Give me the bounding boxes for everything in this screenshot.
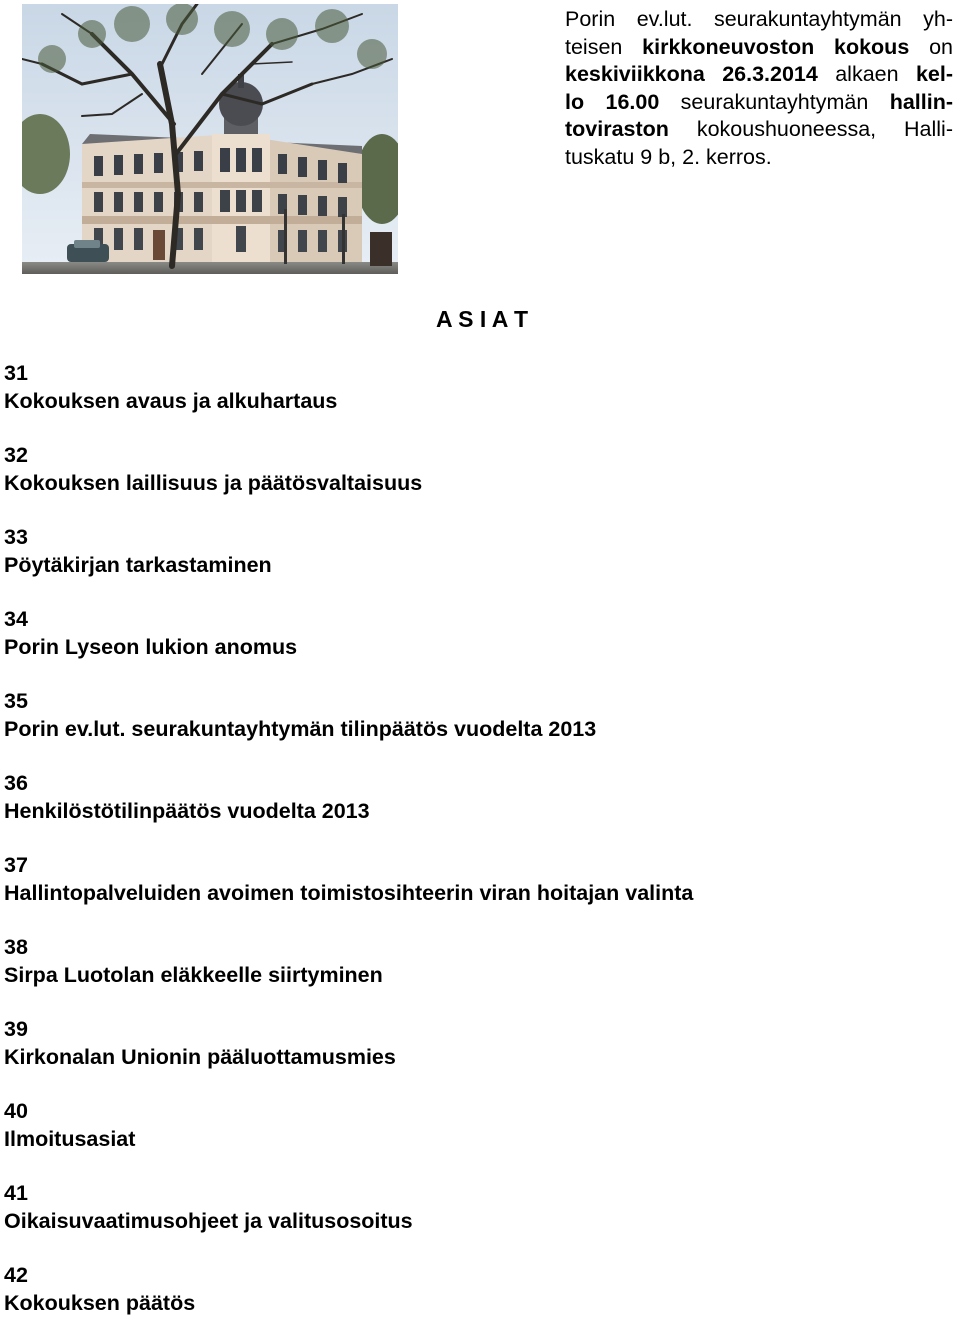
- agenda-item-number: 40: [4, 1099, 28, 1123]
- agenda-item-title: Oikaisuvaatimusohjeet ja valitusosoitus: [4, 1208, 413, 1233]
- agenda-item: [4, 1180, 693, 1262]
- agenda-item: [4, 770, 693, 852]
- notice-text-bold: hallin-: [889, 89, 953, 114]
- notice-line: [565, 144, 953, 172]
- agenda-item-title: Pöytäkirjan tarkastaminen: [4, 552, 272, 577]
- agenda-item: [4, 524, 693, 606]
- notice-text-bold: kel-: [915, 62, 953, 86]
- agenda-item: [4, 1098, 693, 1180]
- notice-line: [565, 6, 953, 34]
- agenda-item-title: Sirpa Luotolan eläkkeelle siirtyminen: [4, 962, 383, 987]
- agenda-item-number: 41: [4, 1181, 28, 1205]
- agenda-item-number: 33: [4, 525, 28, 549]
- agenda-item: [4, 688, 693, 770]
- notice-text-bold: toviraston: [565, 117, 669, 141]
- agenda-item-title: Kirkonalan Unionin pääluottamusmies: [4, 1044, 396, 1069]
- notice-text-bold: keskiviikkona 26.3.2014: [565, 62, 818, 86]
- agenda-item-title: Porin ev.lut. seurakuntayhtymän tilinpäätös vuodelta 2013: [4, 716, 597, 741]
- building-photo: [22, 4, 398, 274]
- notice-text-bold: lo 16.00: [565, 89, 660, 114]
- agenda-item-number: 32: [4, 443, 28, 467]
- agenda-item-number: 39: [4, 1017, 28, 1041]
- notice-text: on: [909, 34, 953, 59]
- agenda-item-title: Hallintopalveluiden avoimen toimistosihteerin viran hoitajan valinta: [4, 880, 694, 905]
- agenda-item-number: 35: [4, 689, 28, 713]
- agenda-item: [4, 1016, 693, 1098]
- notice-text: tuskatu 9 b, 2. kerros.: [565, 144, 772, 169]
- notice-text-bold: kirkkoneuvoston kokous: [642, 34, 910, 59]
- agenda-item-number: 42: [4, 1263, 28, 1287]
- agenda-item: [4, 442, 693, 524]
- notice-text: teisen: [565, 34, 643, 59]
- notice-line: [565, 34, 953, 62]
- agenda-item: [4, 360, 693, 442]
- notice-text: seurakuntayhtymän: [659, 89, 890, 114]
- notice-text: alkaen: [817, 62, 916, 86]
- agenda-list: [4, 360, 693, 1344]
- agenda-item-title: Henkilöstötilinpäätös vuodelta 2013: [4, 798, 370, 823]
- notice-text: kokoushuoneessa, Halli-: [668, 117, 953, 141]
- agenda-item-number: 37: [4, 853, 28, 877]
- agenda-item-title: Ilmoitusasiat: [4, 1126, 136, 1151]
- agenda-item-number: 34: [4, 607, 28, 631]
- agenda-item-title: Porin Lyseon lukion anomus: [4, 634, 298, 659]
- agenda-item: [4, 1262, 693, 1344]
- agenda-item: [4, 852, 693, 934]
- notice-text: Porin ev.lut. seurakuntayhtymän yh-: [565, 7, 953, 31]
- agenda-heading: A S I A T: [436, 306, 528, 332]
- notice-line: [565, 61, 953, 89]
- agenda-item-number: 38: [4, 935, 28, 959]
- agenda-item-title: Kokouksen laillisuus ja päätösvaltaisuus: [4, 470, 423, 495]
- notice-line: [565, 116, 953, 144]
- agenda-item-number: 36: [4, 771, 28, 795]
- agenda-item-number: 31: [4, 361, 28, 385]
- agenda-item-title: Kokouksen päätös: [4, 1290, 196, 1315]
- agenda-item: [4, 606, 693, 688]
- meeting-notice: [565, 6, 953, 171]
- agenda-item: [4, 934, 693, 1016]
- notice-line: [565, 89, 953, 117]
- agenda-item-title: Kokouksen avaus ja alkuhartaus: [4, 388, 338, 413]
